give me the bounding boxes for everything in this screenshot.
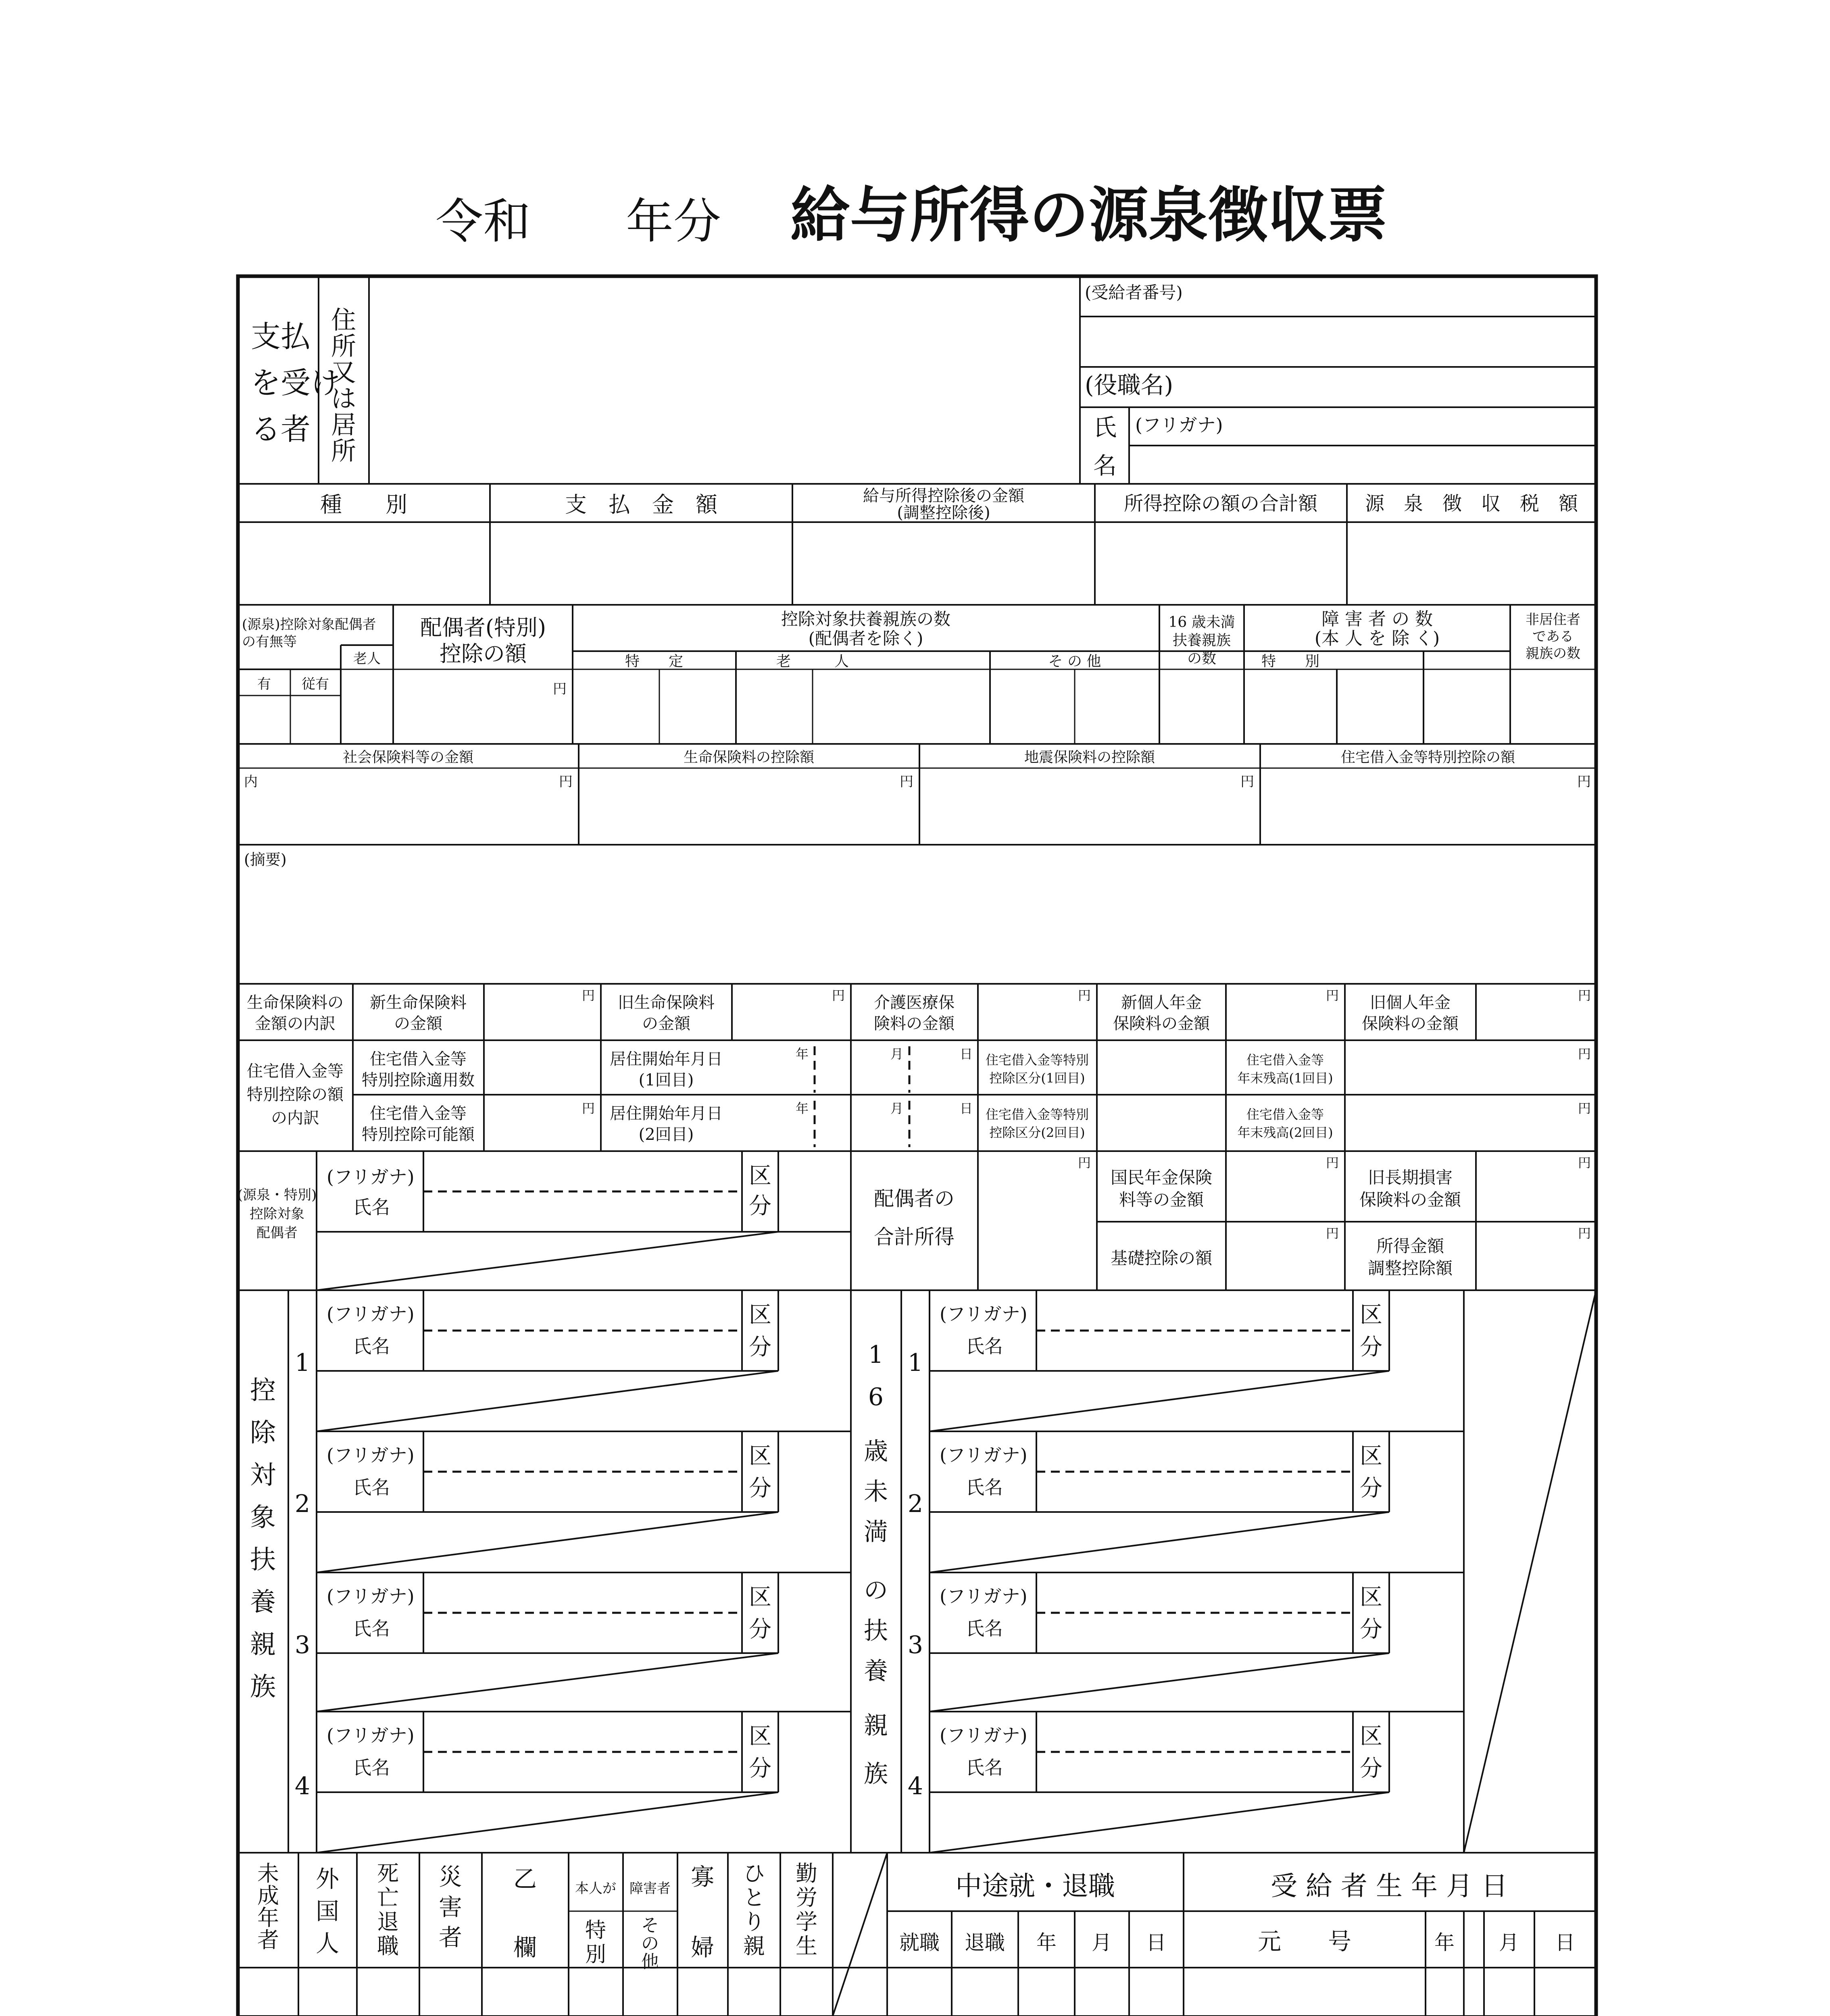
status-checklist <box>238 1853 1596 2016</box>
left-dependent-number: 3 <box>294 1631 311 1659</box>
year-unit: 年 <box>795 1046 809 1062</box>
old-longterm-sub: 保険料の金額 <box>1359 1190 1461 1210</box>
otsu-label: 乙 <box>513 1865 537 1893</box>
form-title: 給与所得の源泉徴収票 <box>790 180 1387 250</box>
recipient-number-label: (受給者番号) <box>1085 283 1183 302</box>
spouse-label-sub1: 控除対象 <box>250 1206 304 1222</box>
under16-char: 満 <box>864 1518 888 1546</box>
old-longterm-label: 旧長期損害 <box>1367 1168 1453 1187</box>
right-dependent-kubun-char: 区 <box>1360 1584 1382 1610</box>
retire-label: 退職 <box>965 1931 1005 1954</box>
right-dependent-kubun-char: 分 <box>1360 1475 1382 1502</box>
student-char: 学 <box>796 1909 817 1935</box>
right-dependent-kubun-char: 区 <box>1360 1443 1382 1469</box>
life-detail-sub: 金額の内訳 <box>255 1014 336 1033</box>
balance-2-label: 住宅借入金等 <box>1246 1107 1324 1122</box>
yen-unit: 円 <box>582 988 595 1003</box>
right-dependent-number: 1 <box>907 1349 923 1377</box>
under16-header: 16 歳未満 <box>1168 614 1235 631</box>
single-parent-char: と <box>743 1885 765 1910</box>
spouse-income-label: 配偶者の <box>874 1187 955 1210</box>
old-life-sub: の金額 <box>642 1014 690 1033</box>
pension-sub: 料等の金額 <box>1119 1190 1204 1210</box>
left-dependent-furigana-label: (フリガナ) <box>327 1444 415 1466</box>
day-label: 日 <box>1146 1931 1166 1954</box>
yen-unit: 円 <box>1578 1101 1591 1116</box>
name-char: 氏 <box>1093 414 1117 441</box>
foreigner-char: 人 <box>315 1930 340 1957</box>
recipient-furigana-label: (フリガナ) <box>1135 414 1223 436</box>
under16-char: 歳 <box>864 1437 888 1466</box>
yen-unit: 円 <box>1578 988 1591 1003</box>
disaster-char: 者 <box>438 1924 463 1951</box>
start-date-2-sub: (2回目) <box>638 1125 694 1144</box>
class-1-label: 住宅借入金等特別 <box>985 1052 1089 1068</box>
class-2-label: 住宅借入金等特別 <box>985 1107 1089 1122</box>
yen-unit: 円 <box>1578 1046 1591 1062</box>
spouse-presence-sub: の有無等 <box>242 634 297 650</box>
birth-month-label: 月 <box>1499 1931 1519 1954</box>
other-char: そ <box>641 1915 659 1936</box>
under16-char: 未 <box>864 1478 888 1506</box>
yen-unit: 円 <box>1240 774 1254 790</box>
left-dependent-kubun-char: 分 <box>749 1334 771 1360</box>
right-dependent-furigana-label: (フリガナ) <box>940 1444 1028 1466</box>
minor-char: 未 <box>257 1861 279 1886</box>
recipient-section <box>238 276 1596 484</box>
birth-year-label: 年 <box>1434 1931 1455 1954</box>
old-pension-sub: 保険料の金額 <box>1362 1014 1459 1033</box>
nonresident-sub2: 親族の数 <box>1526 646 1580 662</box>
name-char: 名 <box>1093 452 1117 479</box>
start-date-2-label: 居住開始年月日 <box>610 1104 723 1123</box>
special-char: 特 <box>585 1918 607 1943</box>
housing-deduction-header: 住宅借入金等特別控除の額 <box>1340 749 1515 766</box>
minor-char: 年 <box>257 1905 279 1931</box>
month-unit: 月 <box>890 1101 903 1116</box>
new-pension-sub: 保険料の金額 <box>1113 1014 1210 1033</box>
housing-detail-sub2: の内訳 <box>271 1109 319 1127</box>
widow-char: 婦 <box>690 1934 715 1961</box>
student-char: 勤 <box>796 1861 817 1886</box>
yen-unit: 円 <box>1578 1226 1591 1241</box>
spouse-kubun-char: 分 <box>749 1193 771 1219</box>
disaster-char: 災 <box>438 1863 463 1891</box>
social-insurance-header: 社会保険料等の金額 <box>342 749 474 766</box>
after-deduction-header: 給与所得控除後の金額 <box>863 487 1024 505</box>
old-life-label: 旧生命保険料 <box>618 993 715 1012</box>
disabled-label: 障害者 <box>629 1881 671 1897</box>
yen-unit: 円 <box>582 1101 595 1116</box>
care-sub: 険料の金額 <box>874 1014 955 1033</box>
under16-char: 親 <box>864 1712 888 1740</box>
student-char: 労 <box>796 1885 817 1910</box>
widow-char: 寡 <box>690 1863 715 1891</box>
left-dependent-kubun-char: 分 <box>749 1756 771 1782</box>
single-parent-char: 親 <box>743 1933 765 1959</box>
under16-char: 扶 <box>864 1617 888 1645</box>
yen-unit: 円 <box>1578 1155 1591 1170</box>
left-dependent-kubun-char: 区 <box>749 1443 771 1469</box>
dependents-left-char: 養 <box>250 1587 276 1617</box>
nonresident-header: 非居住者 <box>1526 612 1580 628</box>
kind-header: 種 別 <box>320 492 407 517</box>
yen-unit: 円 <box>832 988 845 1003</box>
old-pension-label: 旧個人年金 <box>1370 993 1451 1012</box>
recipient-label-2: を受け <box>251 366 340 400</box>
foreigner-char: 外 <box>315 1865 340 1893</box>
recipient-label-3: る者 <box>251 412 311 447</box>
yen-unit: 円 <box>1577 774 1591 790</box>
life-detail-label: 生命保険料の <box>247 993 344 1012</box>
under16-sub1: 扶養親族 <box>1172 632 1231 649</box>
address-char: 所 <box>331 436 356 466</box>
right-dependent-kubun-char: 分 <box>1360 1756 1382 1782</box>
right-dependent-number: 2 <box>907 1490 923 1518</box>
right-dependent-furigana-label: (フリガナ) <box>940 1303 1028 1325</box>
spouse-deduction-label: 配偶者(特別) <box>420 615 546 640</box>
special-header: 特 別 <box>1261 653 1320 670</box>
left-dependent-number: 2 <box>294 1490 311 1518</box>
right-dependent-name-label: 氏名 <box>966 1757 1003 1779</box>
life-insurance-detail <box>238 984 1596 1040</box>
housing-detail-label: 住宅借入金等 <box>247 1062 344 1081</box>
left-dependent-furigana-label: (フリガナ) <box>327 1724 415 1746</box>
death-retire-char: 死 <box>377 1861 399 1886</box>
remarks-label: (摘要) <box>244 851 287 868</box>
tax-header: 源 泉 徴 収 税 額 <box>1365 492 1578 515</box>
basic-deduction-label: 基礎控除の額 <box>1110 1248 1213 1268</box>
start-date-1-label: 居住開始年月日 <box>610 1050 723 1068</box>
yen-unit: 円 <box>1078 1155 1091 1170</box>
spouse-furigana-label: (フリガナ) <box>327 1166 415 1188</box>
right-dependent-kubun-char: 区 <box>1360 1723 1382 1749</box>
left-dependent-number: 4 <box>294 1772 311 1800</box>
right-dependent-kubun-char: 区 <box>1360 1302 1382 1328</box>
birth-date-header: 受 給 者 生 年 月 日 <box>1271 1870 1508 1901</box>
under16-char: 養 <box>864 1657 888 1685</box>
address-char: 所 <box>331 331 356 361</box>
right-dependent-name-label: 氏名 <box>966 1335 1003 1357</box>
spouse-section <box>238 1151 1596 1290</box>
right-dependent-furigana-label: (フリガナ) <box>940 1585 1028 1607</box>
dependents-left-char: 控 <box>250 1376 276 1406</box>
balance-2-sub: 年末残高(2回目) <box>1237 1125 1333 1140</box>
left-dependent-name-label: 氏名 <box>353 1618 390 1639</box>
death-retire-char: 亡 <box>377 1885 399 1910</box>
nonresident-sub1: である <box>1532 629 1574 645</box>
student-char: 生 <box>796 1933 817 1959</box>
birth-day-label: 日 <box>1555 1931 1575 1954</box>
under16-char: 1 <box>868 1341 884 1369</box>
dependents-left-char: 対 <box>250 1460 276 1490</box>
special-char: 別 <box>585 1943 607 1967</box>
address-char: 居 <box>331 410 356 439</box>
spouse-name-label: 氏名 <box>353 1196 390 1218</box>
right-dependent-kubun-char: 分 <box>1360 1616 1382 1643</box>
specific-header: 特 定 <box>625 653 684 670</box>
left-dependent-kubun-char: 区 <box>749 1584 771 1610</box>
spouse-presence-label: (源泉)控除対象配偶者 <box>242 616 376 633</box>
address-char: 又 <box>331 358 356 387</box>
under16-sub2: の数 <box>1187 650 1217 667</box>
minor-char: 成 <box>257 1883 279 1908</box>
left-dependent-kubun-char: 分 <box>749 1475 771 1502</box>
right-dependent-name-label: 氏名 <box>966 1477 1003 1498</box>
earthquake-insurance-header: 地震保険料の控除額 <box>1024 749 1155 766</box>
after-deduction-sub: (調整控除後) <box>897 504 990 522</box>
disaster-char: 害 <box>438 1893 463 1921</box>
month-unit: 月 <box>890 1046 903 1062</box>
hire-label: 就職 <box>899 1931 940 1954</box>
under16-char: 族 <box>864 1760 888 1788</box>
year-unit: 年 <box>795 1101 809 1116</box>
address-char: 住 <box>331 305 356 335</box>
dependents-left-char: 族 <box>250 1672 276 1702</box>
balance-1-label: 住宅借入金等 <box>1246 1052 1324 1068</box>
left-dependent-kubun-char: 区 <box>749 1723 771 1749</box>
yen-unit: 円 <box>900 774 913 790</box>
right-dependent-furigana-label: (フリガナ) <box>940 1724 1028 1746</box>
dependents-left-char: 親 <box>250 1630 276 1660</box>
spouse-label: (源泉・特別) <box>237 1187 317 1203</box>
yen-unit: 円 <box>1326 988 1339 1003</box>
start-date-1-sub: (1回目) <box>638 1071 694 1089</box>
other-char: の <box>641 1933 659 1954</box>
yen-unit: 円 <box>1326 1226 1339 1241</box>
right-dependent-kubun-char: 分 <box>1360 1334 1382 1360</box>
form-border <box>238 276 1596 2016</box>
amount-section <box>238 484 1596 605</box>
housing-loan-detail <box>238 1040 1596 1151</box>
address-char: は <box>331 384 356 413</box>
foreigner-char: 国 <box>315 1897 340 1925</box>
left-dependent-kubun-char: 分 <box>749 1616 771 1643</box>
spouse-deduction-sub: 控除の額 <box>440 641 527 666</box>
payment-header: 支 払 金 額 <box>565 492 717 517</box>
housing-applied-label: 住宅借入金等 <box>370 1050 467 1068</box>
left-dependent-furigana-label: (フリガナ) <box>327 1303 415 1325</box>
left-dependent-name-label: 氏名 <box>353 1335 390 1357</box>
care-label: 介護医療保 <box>874 993 955 1012</box>
old-header: 老 人 <box>776 653 849 670</box>
death-retire-char: 退 <box>377 1909 399 1935</box>
balance-1-sub: 年末残高(1回目) <box>1237 1070 1333 1086</box>
life-insurance-header: 生命保険料の控除額 <box>683 749 815 766</box>
remarks-section <box>238 851 1596 984</box>
other-char: 他 <box>641 1951 659 1972</box>
year-label: 年 <box>1036 1931 1057 1954</box>
under16-char: の <box>864 1577 888 1605</box>
housing-possible-label: 住宅借入金等 <box>370 1104 467 1123</box>
left-dependent-name-label: 氏名 <box>353 1757 390 1779</box>
left-dependent-furigana-label: (フリガナ) <box>327 1585 415 1607</box>
housing-possible-sub: 特別控除可能額 <box>362 1125 475 1144</box>
other-header: そ の 他 <box>1048 653 1101 670</box>
income-adjust-sub: 調整控除額 <box>1367 1258 1453 1278</box>
recipient-label-1: 支払 <box>251 319 311 354</box>
single-parent-char: り <box>743 1909 765 1935</box>
deduction-total-header: 所得控除の額の合計額 <box>1123 492 1318 515</box>
insurance-section <box>238 744 1596 845</box>
dependents-left-char: 扶 <box>250 1545 276 1575</box>
left-dependent-number: 1 <box>294 1349 311 1377</box>
elderly-label: 老人 <box>353 651 381 667</box>
yen-unit: 円 <box>1326 1155 1339 1170</box>
class-2-sub: 控除区分(2回目) <box>989 1125 1085 1140</box>
dependents-left-char: 象 <box>250 1503 276 1533</box>
dependents-count-sub: (配偶者を除く) <box>808 629 923 648</box>
new-life-label: 新生命保険料 <box>370 993 467 1012</box>
new-pension-label: 新個人年金 <box>1121 993 1202 1012</box>
disabled-sub: (本 人 を 除 く) <box>1314 628 1440 649</box>
inner-label: 内 <box>244 774 258 790</box>
era-name-label: 元 号 <box>1257 1928 1352 1955</box>
yen-unit: 円 <box>553 681 567 697</box>
new-life-sub: の金額 <box>394 1014 442 1033</box>
spouse-label-sub2: 配偶者 <box>256 1225 298 1241</box>
minor-char: 者 <box>257 1927 279 1953</box>
dependent-count-section <box>238 605 1596 744</box>
pension-label: 国民年金保険 <box>1110 1168 1213 1187</box>
day-unit: 日 <box>959 1046 973 1062</box>
dependents-section <box>238 1290 1596 1853</box>
dependents-count-header: 控除対象扶養親族の数 <box>781 609 951 629</box>
presence-yes-label: 有 <box>257 676 271 692</box>
spouse-kubun-char: 区 <box>749 1163 771 1189</box>
under16-char: 6 <box>868 1383 884 1411</box>
class-1-sub: 控除区分(1回目) <box>989 1070 1085 1086</box>
right-dependent-name-label: 氏名 <box>966 1618 1003 1639</box>
housing-detail-sub1: 特別控除の額 <box>247 1085 344 1104</box>
yen-unit: 円 <box>559 774 573 790</box>
right-dependent-number: 3 <box>907 1631 923 1659</box>
secondary-yes-label: 従有 <box>302 676 329 692</box>
death-retire-char: 職 <box>377 1933 399 1959</box>
single-parent-char: ひ <box>743 1861 765 1886</box>
spouse-income-sub: 合計所得 <box>874 1225 955 1249</box>
disabled-header: 障 害 者 の 数 <box>1321 609 1433 629</box>
right-dependent-number: 4 <box>907 1772 923 1800</box>
day-unit: 日 <box>959 1101 973 1116</box>
era-year-label: 令和 年分 <box>436 194 721 249</box>
income-adjust-label: 所得金額 <box>1376 1236 1444 1256</box>
column-label: 欄 <box>513 1934 537 1961</box>
dependents-left-char: 除 <box>250 1418 276 1448</box>
midyear-header: 中途就・退職 <box>955 1870 1115 1901</box>
housing-applied-sub: 特別控除適用数 <box>362 1071 475 1089</box>
yen-unit: 円 <box>1078 988 1091 1003</box>
left-dependent-kubun-char: 区 <box>749 1302 771 1328</box>
left-dependent-name-label: 氏名 <box>353 1477 390 1498</box>
self-is-label: 本人が <box>575 1881 616 1897</box>
month-label: 月 <box>1092 1931 1112 1954</box>
position-label: (役職名) <box>1085 371 1173 399</box>
